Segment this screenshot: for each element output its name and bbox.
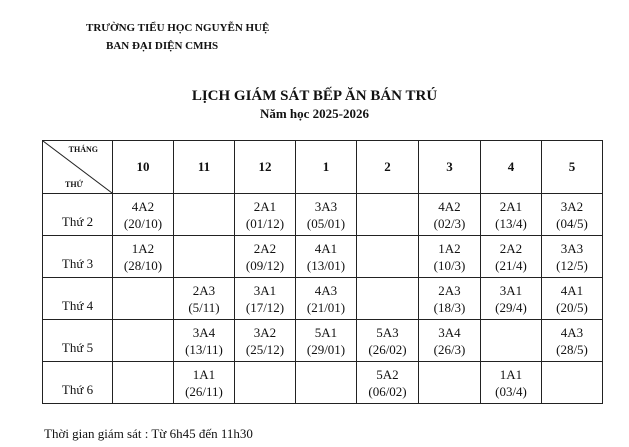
month-header: 11 — [174, 141, 235, 194]
schedule-cell — [113, 362, 174, 404]
parent-board-name: BAN ĐẠI DIỆN CMHS — [106, 40, 219, 52]
class-code: 3A1 — [253, 282, 277, 298]
school-name: TRƯỜNG TIỂU HỌC NGUYỄN HUỆ — [86, 22, 270, 34]
schedule-cell — [174, 320, 235, 362]
supervision-date: (10/3) — [433, 257, 466, 273]
schedule-cell — [357, 320, 419, 362]
day-label — [43, 320, 113, 362]
schedule-cell — [113, 236, 174, 278]
schedule-cell — [113, 278, 174, 320]
schedule-table — [42, 140, 603, 404]
supervision-date: (29/4) — [495, 299, 527, 315]
supervision-date: (01/12) — [245, 215, 285, 231]
supervision-date: (03/4) — [495, 383, 527, 399]
class-code: 3A3 — [314, 198, 338, 214]
supervision-date: (28/10) — [123, 257, 163, 273]
day-label — [43, 278, 113, 320]
schedule-cell — [296, 320, 357, 362]
schedule-cell — [542, 362, 603, 404]
class-code: 2A3 — [192, 282, 216, 298]
day-label — [43, 194, 113, 236]
schedule-cell — [481, 320, 542, 362]
schedule-cell — [481, 236, 542, 278]
schedule-cell — [296, 278, 357, 320]
supervision-date: (06/02) — [368, 383, 407, 399]
month-header-row — [43, 141, 603, 194]
schedule-cell — [542, 278, 603, 320]
schedule-cell — [481, 362, 542, 404]
class-code: 2A1 — [499, 198, 523, 214]
schedule-cell — [357, 236, 419, 278]
class-code: 2A1 — [253, 198, 277, 214]
schedule-cell — [419, 320, 481, 362]
supervision-date: (09/12) — [245, 257, 285, 273]
supervision-date: (02/3) — [433, 215, 466, 231]
month-header: 3 — [419, 141, 481, 194]
supervision-date: (13/01) — [306, 257, 346, 273]
class-code: 4A3 — [314, 282, 338, 298]
supervision-time-note: Thời gian giám sát : Từ 6h45 đến 11h30 — [44, 426, 253, 441]
supervision-date: (12/5) — [556, 257, 588, 273]
month-header: 5 — [542, 141, 603, 194]
supervision-date: (26/11) — [185, 383, 223, 399]
supervision-date: (21/01) — [306, 299, 346, 315]
class-code: 2A2 — [253, 240, 277, 256]
schedule-cell — [296, 362, 357, 404]
schedule-cell — [113, 320, 174, 362]
class-code: 1A2 — [131, 240, 155, 256]
day-label-text: Thứ 3 — [61, 255, 94, 271]
day-label — [43, 236, 113, 278]
month-header: 10 — [113, 141, 174, 194]
class-code: 4A3 — [560, 324, 584, 340]
month-header: 12 — [235, 141, 296, 194]
class-code: 1A1 — [499, 366, 523, 382]
schedule-cell — [357, 362, 419, 404]
day-label-text: Thứ 5 — [61, 339, 94, 355]
supervision-date: (21/4) — [495, 257, 527, 273]
class-code: 3A1 — [499, 282, 523, 298]
schedule-cell — [419, 278, 481, 320]
corner-day-label: THỨ — [65, 180, 83, 189]
class-code: 5A1 — [314, 324, 338, 340]
schedule-cell — [235, 278, 296, 320]
table-row — [43, 362, 603, 404]
class-code: 3A3 — [560, 240, 584, 256]
class-code: 1A1 — [192, 366, 216, 382]
corner-month-label: THÁNG — [68, 145, 98, 154]
supervision-date: (05/01) — [306, 215, 346, 231]
schedule-cell — [419, 194, 481, 236]
schedule-cell — [296, 194, 357, 236]
class-code: 1A2 — [438, 240, 461, 256]
supervision-date: (20/10) — [123, 215, 163, 231]
schedule-cell — [419, 362, 481, 404]
supervision-date: (20/5) — [556, 299, 588, 315]
corner-header-cell — [43, 141, 113, 194]
document-title: LỊCH GIÁM SÁT BẾP ĂN BÁN TRÚ — [191, 88, 438, 104]
supervision-date: (28/5) — [556, 341, 588, 357]
class-code: 4A2 — [131, 198, 155, 214]
schedule-cell — [174, 194, 235, 236]
class-code: 2A2 — [499, 240, 523, 256]
class-code: 5A2 — [376, 366, 399, 382]
schedule-cell — [357, 194, 419, 236]
supervision-date: (26/3) — [433, 341, 466, 357]
schedule-cell — [542, 194, 603, 236]
schedule-cell — [174, 278, 235, 320]
class-code: 3A2 — [253, 324, 277, 340]
class-code: 5A3 — [376, 324, 399, 340]
day-label — [43, 362, 113, 404]
day-label-text: Thứ 4 — [61, 297, 94, 313]
schedule-cell — [419, 236, 481, 278]
schedule-cell — [174, 362, 235, 404]
schedule-cell — [113, 194, 174, 236]
schedule-cell — [296, 236, 357, 278]
month-header: 1 — [296, 141, 357, 194]
class-code: 3A4 — [192, 324, 216, 340]
table-row — [43, 278, 603, 320]
schedule-cell — [235, 320, 296, 362]
schedule-cell — [481, 194, 542, 236]
supervision-date: (13/4) — [495, 215, 527, 231]
class-code: 2A3 — [438, 282, 461, 298]
table-row — [43, 236, 603, 278]
class-code: 4A1 — [314, 240, 338, 256]
schedule-cell — [235, 236, 296, 278]
schedule-cell — [357, 278, 419, 320]
supervision-date: (13/11) — [185, 341, 223, 357]
supervision-date: (29/01) — [306, 341, 346, 357]
school-year: Năm học 2025-2026 — [259, 106, 370, 121]
month-header: 2 — [357, 141, 419, 194]
supervision-date: (04/5) — [556, 215, 588, 231]
class-code: 4A2 — [438, 198, 461, 214]
day-label-text: Thứ 2 — [61, 213, 94, 229]
schedule-cell — [542, 236, 603, 278]
schedule-cell — [235, 362, 296, 404]
table-row — [43, 320, 603, 362]
day-label-text: Thứ 6 — [61, 381, 94, 397]
supervision-date: (18/3) — [433, 299, 466, 315]
schedule-cell — [235, 194, 296, 236]
class-code: 3A4 — [438, 324, 461, 340]
class-code: 4A1 — [560, 282, 584, 298]
supervision-date: (17/12) — [245, 299, 285, 315]
schedule-cell — [542, 320, 603, 362]
month-header: 4 — [481, 141, 542, 194]
supervision-date: (5/11) — [188, 299, 220, 315]
schedule-cell — [174, 236, 235, 278]
supervision-date: (26/02) — [368, 341, 407, 357]
supervision-date: (25/12) — [245, 341, 285, 357]
schedule-cell — [481, 278, 542, 320]
table-row — [43, 194, 603, 236]
class-code: 3A2 — [560, 198, 584, 214]
